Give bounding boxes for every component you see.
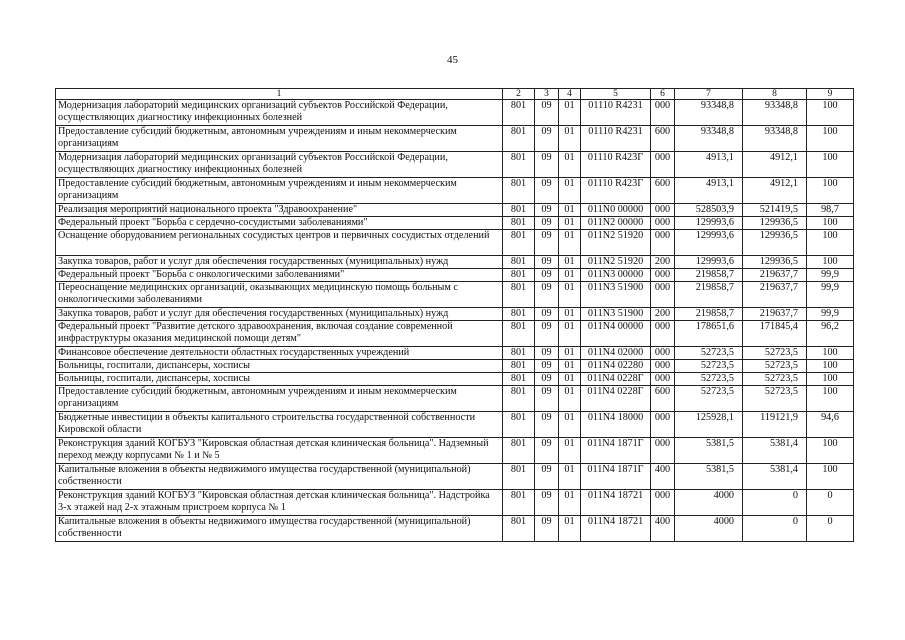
cell-planned: 219858,7 [675, 282, 743, 308]
cell-target-article: 011N4 02280 [581, 360, 651, 373]
cell-executed: 0 [743, 490, 807, 516]
table-row [56, 204, 854, 217]
cell-executed: 52723,5 [743, 360, 807, 373]
cell-percent: 99,9 [807, 308, 854, 321]
column-header: 4 [559, 89, 581, 100]
cell-expense-type: 600 [651, 178, 675, 204]
cell-percent: 100 [807, 152, 854, 178]
cell-executed: 219637,7 [743, 282, 807, 308]
cell-target-article: 011N4 02000 [581, 347, 651, 360]
cell-section: 09 [535, 178, 559, 204]
column-header: 5 [581, 89, 651, 100]
row-name: Закупка товаров, работ и услуг для обеспечения государственных (муниципальных) нужд [56, 308, 503, 321]
cell-executed: 521419,5 [743, 204, 807, 217]
cell-planned: 4913,1 [675, 152, 743, 178]
cell-section: 09 [535, 347, 559, 360]
cell-planned: 5381,5 [675, 464, 743, 490]
budget-table [55, 88, 854, 542]
row-name: Федеральный проект "Борьба с онкологическими заболеваниями" [56, 269, 503, 282]
row-name: Предоставление субсидий бюджетным, автономным учреждениям и иным некоммерческим организациям [56, 126, 503, 152]
cell-subsection: 01 [559, 282, 581, 308]
cell-target-article: 011N4 0228Г [581, 386, 651, 412]
cell-subsection: 01 [559, 204, 581, 217]
cell-executed: 5381,4 [743, 464, 807, 490]
row-name: Переоснащение медицинских организаций, оказывающих медицинскую помощь больным с онкологическими заболеваниями [56, 282, 503, 308]
table-row [56, 178, 854, 204]
cell-target-article: 011N4 1871Г [581, 438, 651, 464]
cell-percent: 100 [807, 438, 854, 464]
cell-subsection: 01 [559, 490, 581, 516]
cell-executed: 52723,5 [743, 373, 807, 386]
cell-planned: 125928,1 [675, 412, 743, 438]
cell-subsection: 01 [559, 360, 581, 373]
table-row [56, 282, 854, 308]
cell-expense-type: 200 [651, 308, 675, 321]
cell-ministry-code: 801 [503, 230, 535, 256]
cell-subsection: 01 [559, 464, 581, 490]
table-row [56, 373, 854, 386]
table-header-row [56, 89, 854, 100]
cell-executed: 129936,5 [743, 230, 807, 256]
cell-target-article: 011N2 00000 [581, 217, 651, 230]
column-header: 1 [56, 89, 503, 100]
table-row [56, 386, 854, 412]
cell-expense-type: 400 [651, 464, 675, 490]
cell-subsection: 01 [559, 217, 581, 230]
cell-subsection: 01 [559, 269, 581, 282]
cell-expense-type: 000 [651, 321, 675, 347]
row-name: Больницы, госпитали, диспансеры, хосписы [56, 360, 503, 373]
cell-section: 09 [535, 412, 559, 438]
cell-ministry-code: 801 [503, 386, 535, 412]
cell-executed: 93348,8 [743, 100, 807, 126]
cell-target-article: 011N4 1871Г [581, 464, 651, 490]
cell-expense-type: 600 [651, 386, 675, 412]
row-name: Бюджетные инвестиции в объекты капитального строительства государственной собственности Кировской области [56, 412, 503, 438]
cell-ministry-code: 801 [503, 100, 535, 126]
cell-planned: 4000 [675, 490, 743, 516]
cell-ministry-code: 801 [503, 256, 535, 269]
row-name: Реконструкция зданий КОГБУЗ "Кировская областная детская клиническая больница". Надземный переход между корпусами № 1 и № 5 [56, 438, 503, 464]
cell-subsection: 01 [559, 347, 581, 360]
cell-expense-type: 200 [651, 256, 675, 269]
cell-planned: 5381,5 [675, 438, 743, 464]
column-header: 2 [503, 89, 535, 100]
cell-subsection: 01 [559, 256, 581, 269]
cell-section: 09 [535, 230, 559, 256]
cell-percent: 100 [807, 386, 854, 412]
cell-planned: 52723,5 [675, 360, 743, 373]
cell-target-article: 011N2 51920 [581, 230, 651, 256]
cell-percent: 100 [807, 373, 854, 386]
cell-planned: 528503,9 [675, 204, 743, 217]
cell-percent: 100 [807, 178, 854, 204]
cell-subsection: 01 [559, 178, 581, 204]
table-row [56, 347, 854, 360]
table-row [56, 490, 854, 516]
cell-ministry-code: 801 [503, 126, 535, 152]
cell-subsection: 01 [559, 412, 581, 438]
cell-planned: 52723,5 [675, 373, 743, 386]
cell-section: 09 [535, 204, 559, 217]
cell-expense-type: 000 [651, 373, 675, 386]
cell-section: 09 [535, 373, 559, 386]
column-header: 9 [807, 89, 854, 100]
table-row [56, 464, 854, 490]
cell-target-article: 01110 R4231 [581, 126, 651, 152]
cell-planned: 129993,6 [675, 230, 743, 256]
cell-section: 09 [535, 360, 559, 373]
cell-target-article: 011N3 51900 [581, 308, 651, 321]
cell-section: 09 [535, 126, 559, 152]
cell-section: 09 [535, 152, 559, 178]
cell-ministry-code: 801 [503, 282, 535, 308]
cell-subsection: 01 [559, 438, 581, 464]
cell-ministry-code: 801 [503, 438, 535, 464]
cell-executed: 4912,1 [743, 178, 807, 204]
column-header: 7 [675, 89, 743, 100]
table-row [56, 217, 854, 230]
cell-planned: 93348,8 [675, 100, 743, 126]
cell-target-article: 01110 R423Г [581, 178, 651, 204]
row-name: Федеральный проект "Развитие детского здравоохранения, включая создание современной инфраструктуры оказания медицинской помощи детям" [56, 321, 503, 347]
cell-target-article: 011N2 51920 [581, 256, 651, 269]
row-name: Капитальные вложения в объекты недвижимого имущества государственной (муниципальной) собственности [56, 464, 503, 490]
row-name: Капитальные вложения в объекты недвижимого имущества государственной (муниципальной) собственности [56, 516, 503, 542]
cell-percent: 100 [807, 347, 854, 360]
cell-subsection: 01 [559, 152, 581, 178]
cell-executed: 171845,4 [743, 321, 807, 347]
cell-ministry-code: 801 [503, 490, 535, 516]
cell-target-article: 011N3 51900 [581, 282, 651, 308]
table-row [56, 100, 854, 126]
row-name: Модернизация лабораторий медицинских организаций субъектов Российской Федерации, осуществляющих диагностику инфекционных болезней [56, 152, 503, 178]
cell-percent: 0 [807, 490, 854, 516]
cell-ministry-code: 801 [503, 347, 535, 360]
cell-planned: 52723,5 [675, 386, 743, 412]
cell-executed: 4912,1 [743, 152, 807, 178]
cell-executed: 93348,8 [743, 126, 807, 152]
cell-expense-type: 000 [651, 230, 675, 256]
cell-ministry-code: 801 [503, 360, 535, 373]
cell-percent: 100 [807, 126, 854, 152]
cell-subsection: 01 [559, 126, 581, 152]
cell-ministry-code: 801 [503, 464, 535, 490]
cell-target-article: 011N4 00000 [581, 321, 651, 347]
cell-ministry-code: 801 [503, 217, 535, 230]
cell-executed: 119121,9 [743, 412, 807, 438]
cell-section: 09 [535, 490, 559, 516]
cell-expense-type: 000 [651, 412, 675, 438]
cell-section: 09 [535, 100, 559, 126]
cell-planned: 52723,5 [675, 347, 743, 360]
table-row [56, 308, 854, 321]
cell-expense-type: 000 [651, 347, 675, 360]
cell-planned: 219858,7 [675, 269, 743, 282]
cell-ministry-code: 801 [503, 412, 535, 438]
cell-percent: 94,6 [807, 412, 854, 438]
cell-percent: 100 [807, 217, 854, 230]
cell-expense-type: 000 [651, 204, 675, 217]
cell-percent: 98,7 [807, 204, 854, 217]
cell-planned: 129993,6 [675, 256, 743, 269]
cell-subsection: 01 [559, 321, 581, 347]
cell-executed: 219637,7 [743, 269, 807, 282]
cell-target-article: 011N4 18000 [581, 412, 651, 438]
cell-target-article: 011N3 00000 [581, 269, 651, 282]
row-name: Больницы, госпитали, диспансеры, хосписы [56, 373, 503, 386]
page-number: 45 [447, 54, 458, 66]
cell-section: 09 [535, 386, 559, 412]
table-row [56, 256, 854, 269]
cell-percent: 100 [807, 464, 854, 490]
cell-expense-type: 000 [651, 282, 675, 308]
row-name: Финансовое обеспечение деятельности областных государственных учреждений [56, 347, 503, 360]
cell-percent: 0 [807, 516, 854, 542]
cell-target-article: 011N4 18721 [581, 490, 651, 516]
table-row [56, 152, 854, 178]
cell-expense-type: 600 [651, 126, 675, 152]
cell-ministry-code: 801 [503, 269, 535, 282]
cell-executed: 52723,5 [743, 386, 807, 412]
column-header: 8 [743, 89, 807, 100]
cell-planned: 178651,6 [675, 321, 743, 347]
cell-percent: 99,9 [807, 282, 854, 308]
table-row [56, 516, 854, 542]
cell-executed: 52723,5 [743, 347, 807, 360]
cell-section: 09 [535, 256, 559, 269]
cell-percent: 99,9 [807, 269, 854, 282]
cell-section: 09 [535, 321, 559, 347]
cell-percent: 100 [807, 256, 854, 269]
row-name: Модернизация лабораторий медицинских организаций субъектов Российской Федерации, осуществляющих диагностику инфекционных болезней [56, 100, 503, 126]
table-row [56, 412, 854, 438]
cell-ministry-code: 801 [503, 178, 535, 204]
cell-ministry-code: 801 [503, 152, 535, 178]
cell-planned: 93348,8 [675, 126, 743, 152]
cell-ministry-code: 801 [503, 373, 535, 386]
row-name: Закупка товаров, работ и услуг для обеспечения государственных (муниципальных) нужд [56, 256, 503, 269]
row-name: Предоставление субсидий бюджетным, автономным учреждениям и иным некоммерческим организациям [56, 178, 503, 204]
cell-executed: 219637,7 [743, 308, 807, 321]
cell-expense-type: 000 [651, 490, 675, 516]
cell-percent: 96,2 [807, 321, 854, 347]
cell-section: 09 [535, 269, 559, 282]
cell-target-article: 01110 R423Г [581, 152, 651, 178]
cell-expense-type: 000 [651, 152, 675, 178]
cell-ministry-code: 801 [503, 321, 535, 347]
cell-section: 09 [535, 516, 559, 542]
cell-subsection: 01 [559, 230, 581, 256]
cell-expense-type: 000 [651, 438, 675, 464]
cell-subsection: 01 [559, 516, 581, 542]
cell-planned: 129993,6 [675, 217, 743, 230]
cell-subsection: 01 [559, 100, 581, 126]
cell-subsection: 01 [559, 386, 581, 412]
cell-ministry-code: 801 [503, 204, 535, 217]
row-name: Реализация мероприятий национального проекта "Здравоохранение" [56, 204, 503, 217]
cell-section: 09 [535, 438, 559, 464]
cell-section: 09 [535, 282, 559, 308]
column-header: 3 [535, 89, 559, 100]
cell-section: 09 [535, 217, 559, 230]
cell-executed: 0 [743, 516, 807, 542]
column-header: 6 [651, 89, 675, 100]
table-row [56, 438, 854, 464]
cell-expense-type: 000 [651, 217, 675, 230]
cell-executed: 129936,5 [743, 217, 807, 230]
cell-section: 09 [535, 308, 559, 321]
cell-planned: 4000 [675, 516, 743, 542]
cell-target-article: 011N0 00000 [581, 204, 651, 217]
table-row [56, 230, 854, 256]
cell-expense-type: 000 [651, 269, 675, 282]
cell-expense-type: 400 [651, 516, 675, 542]
row-name: Оснащение оборудованием региональных сосудистых центров и первичных сосудистых отделений [56, 230, 503, 256]
table-row [56, 269, 854, 282]
cell-percent: 100 [807, 100, 854, 126]
row-name: Федеральный проект "Борьба с сердечно-сосудистыми заболеваниями" [56, 217, 503, 230]
cell-target-article: 011N4 0228Г [581, 373, 651, 386]
cell-target-article: 01110 R4231 [581, 100, 651, 126]
table-row [56, 321, 854, 347]
row-name: Реконструкция зданий КОГБУЗ "Кировская областная детская клиническая больница". Надстройка 3-х этажей над 2-х этажным пристроем корпуса № 1 [56, 490, 503, 516]
cell-executed: 129936,5 [743, 256, 807, 269]
cell-percent: 100 [807, 360, 854, 373]
cell-expense-type: 000 [651, 360, 675, 373]
cell-subsection: 01 [559, 373, 581, 386]
table-row [56, 360, 854, 373]
cell-expense-type: 000 [651, 100, 675, 126]
cell-planned: 4913,1 [675, 178, 743, 204]
cell-ministry-code: 801 [503, 516, 535, 542]
cell-ministry-code: 801 [503, 308, 535, 321]
cell-section: 09 [535, 464, 559, 490]
cell-target-article: 011N4 18721 [581, 516, 651, 542]
cell-percent: 100 [807, 230, 854, 256]
cell-subsection: 01 [559, 308, 581, 321]
table-row [56, 126, 854, 152]
cell-executed: 5381,4 [743, 438, 807, 464]
cell-planned: 219858,7 [675, 308, 743, 321]
row-name: Предоставление субсидий бюджетным, автономным учреждениям и иным некоммерческим организациям [56, 386, 503, 412]
